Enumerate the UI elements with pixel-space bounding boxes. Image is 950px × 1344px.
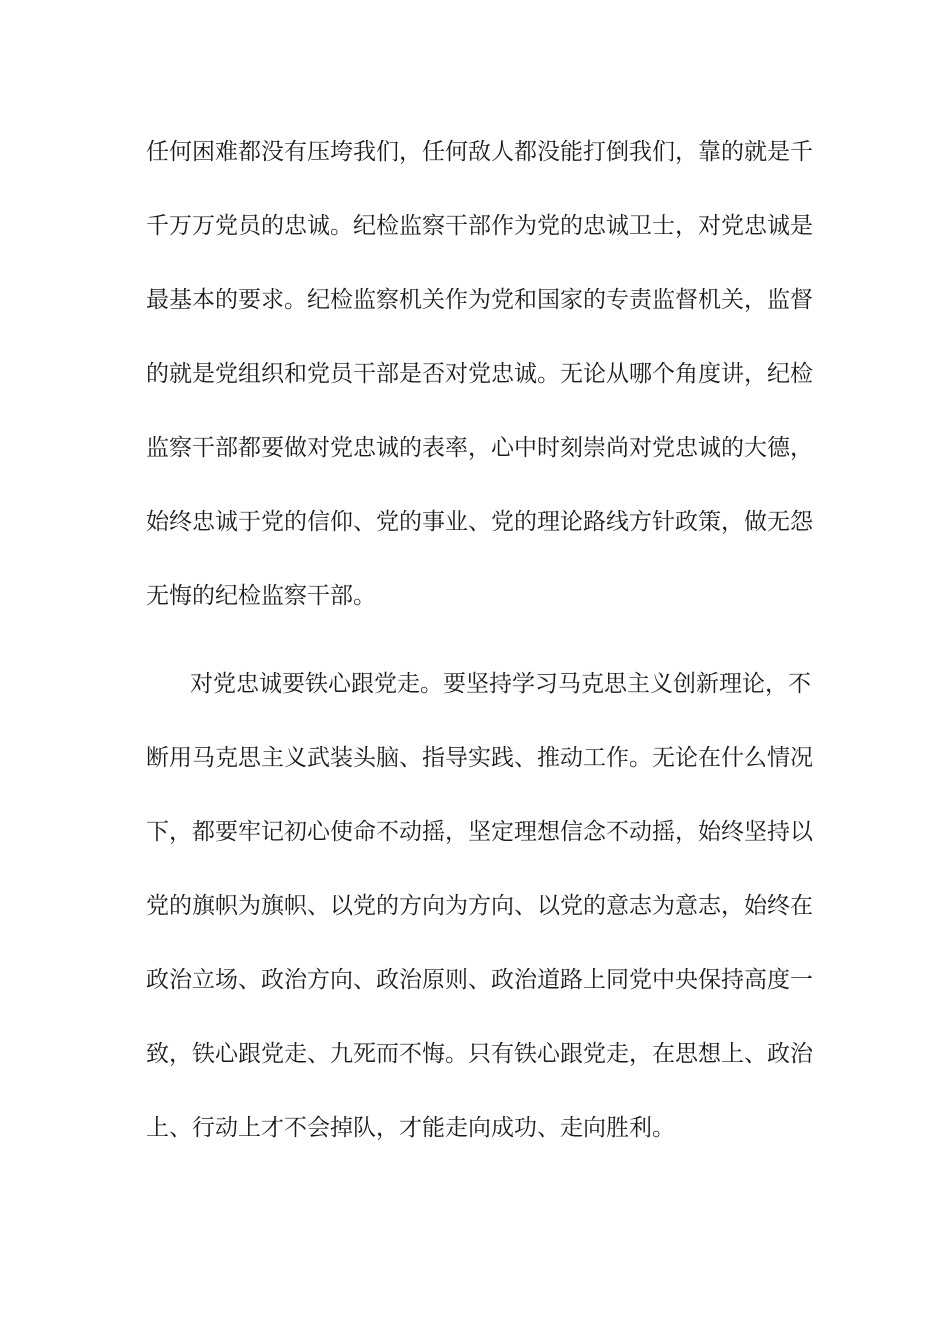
paragraph-1-line-3: 最基本的要求。纪检监察机关作为党和国家的专责监督机关，监督	[146, 287, 813, 313]
paragraph-1-line-5: 监察干部都要做对党忠诚的表率，心中时刻崇尚对党忠诚的大德，	[146, 435, 813, 461]
paragraph-2-line-6: 致，铁心跟党走、九死而不悔。只有铁心跟党走，在思想上、政治	[146, 1041, 813, 1067]
paragraph-1-line-2: 千万万党员的忠诚。纪检监察干部作为党的忠诚卫士，对党忠诚是	[146, 213, 813, 239]
paragraph-1-line-4: 的就是党组织和党员干部是否对党忠诚。无论从哪个角度讲，纪检	[146, 361, 813, 387]
paragraph-2-line-7: 上、行动上才不会掉队，才能走向成功、走向胜利。	[146, 1115, 675, 1141]
paragraph-2-line-3: 下，都要牢记初心使命不动摇，坚定理想信念不动摇，始终坚持以	[146, 819, 813, 845]
paragraph-1-line-1: 任何困难都没有压垮我们，任何敌人都没能打倒我们，靠的就是千	[146, 139, 813, 165]
paragraph-1-line-7: 无悔的纪检监察干部。	[146, 583, 376, 609]
paragraph-2-line-5: 政治立场、政治方向、政治原则、政治道路上同党中央保持高度一	[146, 967, 813, 993]
paragraph-2-line-4: 党的旗帜为旗帜、以党的方向为方向、以党的意志为意志，始终在	[146, 893, 813, 919]
paragraph-1-line-6: 始终忠诚于党的信仰、党的事业、党的理论路线方针政策，做无怨	[146, 509, 813, 535]
paragraph-2-line-2: 断用马克思主义武装头脑、指导实践、推动工作。无论在什么情况	[146, 745, 813, 771]
paragraph-2-line-1: 对党忠诚要铁心跟党走。要坚持学习马克思主义创新理论，不	[190, 671, 811, 697]
